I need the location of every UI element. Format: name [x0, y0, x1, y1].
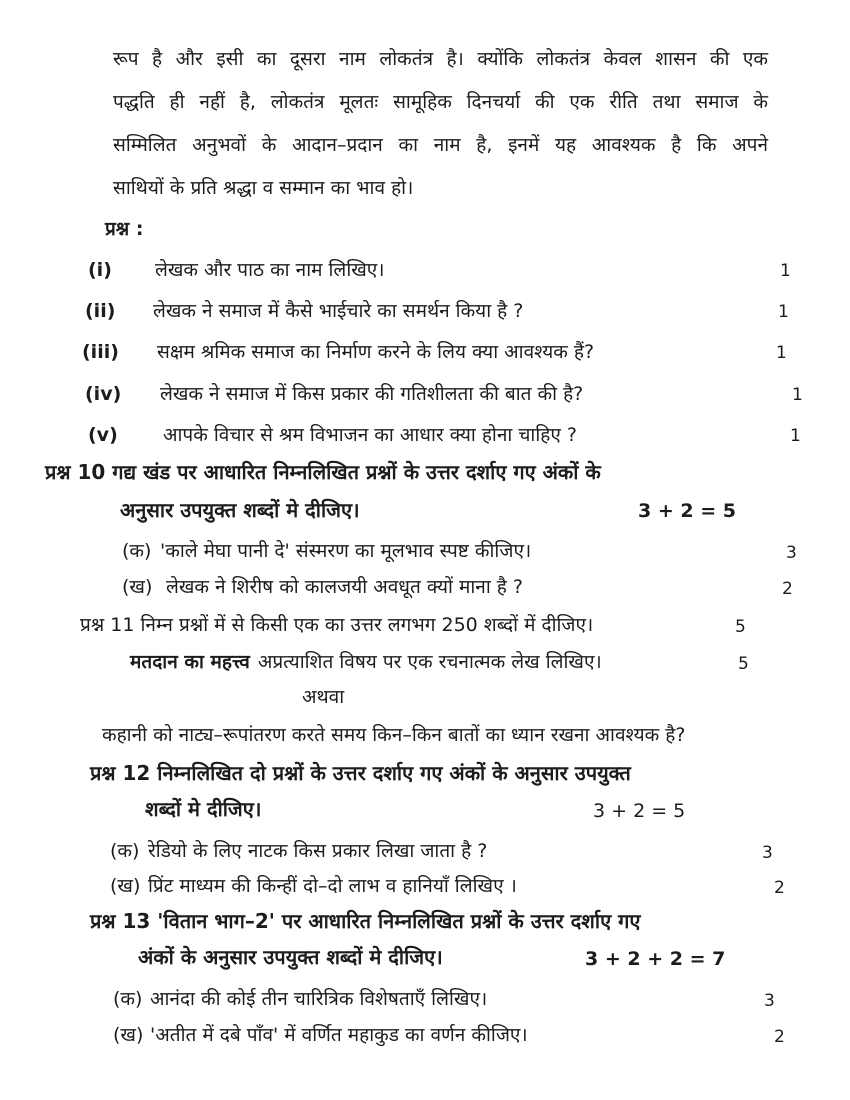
q13-part-text: 'अतीत में दबे पाँव' में वर्णित महाकुड का वर्णन कीजिए। [150, 1024, 528, 1046]
q12-part-text: प्रिंट माध्यम की किन्हीं दो–दो लाभ व हानियाँ लिखिए । [148, 875, 517, 897]
subquestion-text: लेखक ने समाज में किस प्रकार की गतिशीलता की बात की है? [160, 383, 584, 405]
intro-paragraph-line-4: साथियों के प्रति श्रद्धा व सम्मान का भाव हो। [113, 177, 414, 199]
q11-alternative: कहानी को नाट्य–रूपांतरण करते समय किन–किन बातों का ध्यान रखना आवश्यक है? [102, 724, 686, 746]
q12-header-line2: शब्दों मे दीजिए। [145, 797, 262, 821]
q10-header-line1: प्रश्न 10 गद्य खंड पर आधारित निम्नलिखित प्रश्नों के उत्तर दर्शाए गए अंकों के [45, 460, 601, 484]
subquestion-number: (iv) [85, 383, 122, 405]
q10-part-text: 'काले मेघा पानी दे' संस्मरण का मूलभाव स्पष्ट कीजिए। [160, 540, 532, 562]
q10-marks-formula: 3 + 2 = 5 [638, 500, 736, 522]
subquestion-number: (ii) [85, 300, 116, 322]
q10-header-line2: अनुसार उपयुक्त शब्दों मे दीजिए। [120, 498, 360, 522]
q12-marks-formula: 3 + 2 = 5 [593, 800, 686, 822]
q10-part-label: (ख) [122, 576, 153, 598]
q12-part-text: रेडियो के लिए नाटक किस प्रकार लिखा जाता है ? [148, 840, 488, 862]
subquestion-marks: 1 [778, 302, 789, 322]
q11-topic-title: मतदान का महत्त्व [130, 651, 250, 673]
q11-header: प्रश्न 11 निम्न प्रश्नों में से किसी एक का उत्तर लगभग 250 शब्दों में दीजिए। [80, 614, 594, 636]
q11-or-label: अथवा [302, 686, 345, 708]
q11-option1-marks: 5 [738, 654, 749, 674]
subquestion-number: (v) [88, 424, 118, 446]
intro-paragraph-line-3: सम्मिलित अनुभवों के आदान–प्रदान का नाम है, इनमें यह आवश्यक है कि अपने [113, 134, 768, 156]
q12-header-line1: प्रश्न 12 निम्नलिखित दो प्रश्नों के उत्तर दर्शाए गए अंकों के अनुसार उपयुक्त [90, 761, 631, 785]
subquestion-marks: 1 [776, 343, 787, 363]
short-questions-heading: प्रश्न : [105, 218, 144, 240]
q12-part-label: (क) [110, 840, 140, 862]
q10-part-marks: 3 [786, 543, 797, 563]
q13-part-label: (ख) [113, 1024, 144, 1046]
q11-topic-rest: अप्रत्याशित विषय पर एक रचनात्मक लेख लिखिए। [257, 651, 602, 673]
q13-part-marks: 2 [774, 1027, 785, 1047]
q10-part-label: (क) [122, 540, 152, 562]
q11-header-marks: 5 [735, 617, 746, 637]
intro-paragraph-line-1: रूप है और इसी का दूसरा नाम लोकतंत्र है। क्योंकि लोकतंत्र केवल शासन की एक [113, 48, 768, 70]
q13-marks-formula: 3 + 2 + 2 = 7 [585, 948, 726, 970]
q12-part-label: (ख) [110, 875, 141, 897]
q12-part-marks: 3 [762, 843, 773, 863]
subquestion-text: लेखक और पाठ का नाम लिखिए। [155, 259, 385, 281]
q13-part-text: आनंदा की कोई तीन चारित्रिक विशेषताएँ लिखिए। [150, 988, 488, 1010]
q13-header-line1: प्रश्न 13 'वितान भाग–2' पर आधारित निम्नलिखित प्रश्नों के उत्तर दर्शाए गए [90, 909, 641, 933]
subquestion-text: लेखक ने समाज में कैसे भाईचारे का समर्थन किया है ? [153, 300, 524, 322]
subquestion-marks: 1 [780, 261, 791, 281]
q12-part-marks: 2 [774, 878, 785, 898]
subquestion-number: (iii) [82, 341, 119, 363]
subquestion-marks: 1 [792, 385, 803, 405]
intro-paragraph-line-2: पद्धति ही नहीं है, लोकतंत्र मूलतः सामूहिक दिनचर्या की एक रीति तथा समाज के [113, 91, 768, 113]
subquestion-text: सक्षम श्रमिक समाज का निर्माण करने के लिय क्या आवश्यक हैं? [157, 341, 595, 363]
subquestion-text: आपके विचार से श्रम विभाजन का आधार क्या होना चाहिए ? [163, 424, 577, 446]
subquestion-number: (i) [88, 259, 112, 281]
q13-part-marks: 3 [764, 991, 775, 1011]
q13-part-label: (क) [113, 988, 143, 1010]
q13-header-line2: अंकों के अनुसार उपयुक्त शब्दों मे दीजिए। [138, 945, 443, 969]
subquestion-marks: 1 [790, 426, 801, 446]
q10-part-text: लेखक ने शिरीष को कालजयी अवधूत क्यों माना है ? [166, 576, 524, 598]
q11-option1 [130, 649, 602, 675]
q10-part-marks: 2 [782, 579, 793, 599]
